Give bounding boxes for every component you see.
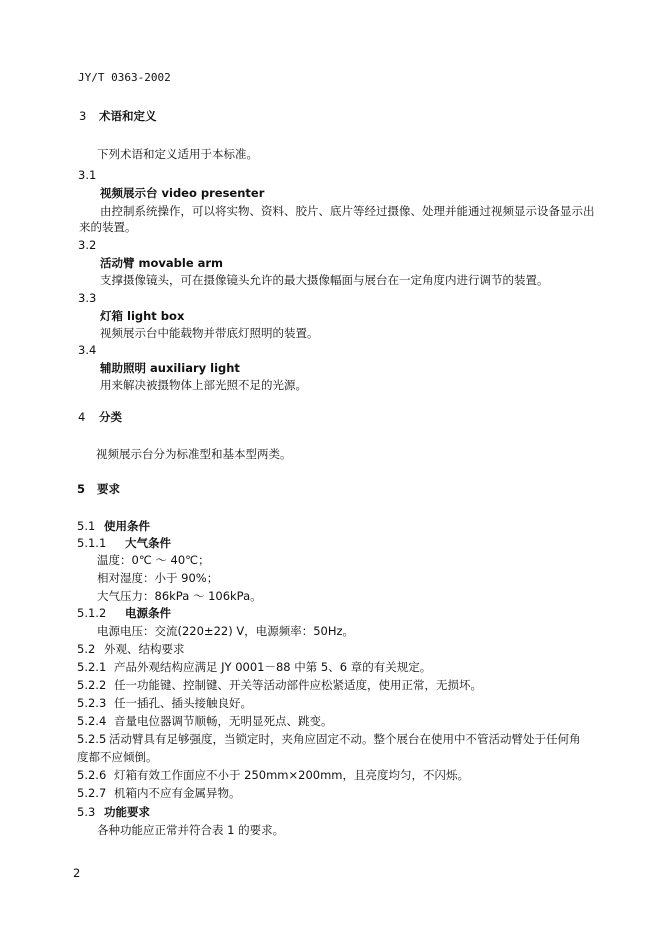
term-3-3-number: 3.3 <box>78 291 97 305</box>
clause-5-2-5-text: 活动臂具有足够强度，当锁定时，夹角应固定不动。整个展台在使用中不管活动臂处于任何角 <box>109 732 581 746</box>
page-number: 2 <box>73 866 81 880</box>
document-code: JY/T 0363-2002 <box>78 71 171 84</box>
section-3-intro: 下列术语和定义适用于本标准。 <box>97 147 258 161</box>
term-3-2-name: 活动臂 movable arm <box>100 256 224 270</box>
term-3-2-definition: 支撑摄像镜头，可在摄像镜头允许的最大摄像幅面与展台在一定角度内进行调节的装置。 <box>100 273 549 287</box>
clause-5-3-number: 5.3 <box>77 805 96 819</box>
clause-5-2-3-number: 5.2.3 <box>77 696 107 710</box>
pressure-line: 大气压力：86kPa ～ 106kPa。 <box>97 589 262 603</box>
clause-5-2-5-text-cont: 度都不应倾倒。 <box>77 750 158 764</box>
clause-5-2-6-text: 灯箱有效工作面应不小于 250mm×200mm，且亮度均匀，不闪烁。 <box>114 768 469 782</box>
section-4-body: 视频展示台分为标准型和基本型两类。 <box>96 447 292 461</box>
term-3-3-name: 灯箱 light box <box>100 309 185 323</box>
clause-5-1-number: 5.1 <box>77 519 96 533</box>
section-3-title: 术语和定义 <box>99 109 157 123</box>
section-3-number: 3 <box>79 109 87 123</box>
term-3-1-definition: 由控制系统操作，可以将实物、资料、胶片、底片等经过摄像、处理并能通过视频显示设备显示出 <box>100 204 595 218</box>
term-3-4-number: 3.4 <box>78 343 97 357</box>
clause-5-2-number: 5.2 <box>77 642 96 656</box>
clause-5-2-1-text: 产品外观结构应满足 JY 0001－88 中第 5、6 章的有关规定。 <box>114 660 432 674</box>
temperature-line: 温度：0℃ ～ 40℃； <box>97 553 210 567</box>
term-3-1-number: 3.1 <box>78 168 97 182</box>
clause-5-2-title: 外观、结构要求 <box>104 642 185 656</box>
clause-5-2-3-text: 任一插孔、插头接触良好。 <box>114 696 252 710</box>
section-5-title: 要求 <box>97 482 120 496</box>
clause-5-2-1-number: 5.2.1 <box>77 660 107 674</box>
clause-5-2-6-number: 5.2.6 <box>77 768 107 782</box>
clause-5-3-title: 功能要求 <box>104 805 150 819</box>
clause-5-1-2-title: 电源条件 <box>125 606 171 620</box>
clause-5-2-7-number: 5.2.7 <box>77 786 107 800</box>
clause-5-2-4-number: 5.2.4 <box>77 714 107 728</box>
term-3-4-name: 辅助照明 auxiliary light <box>100 361 240 375</box>
clause-5-2-2-text: 任一功能键、控制键、开关等活动部件应松紧适度，使用正常，无损坏。 <box>114 678 482 692</box>
clause-5-2-7-text: 机箱内不应有金属异物。 <box>114 786 241 800</box>
clause-5-1-2-number: 5.1.2 <box>77 606 107 620</box>
term-3-4-definition: 用来解决被摄物体上部光照不足的光源。 <box>100 378 307 392</box>
term-3-1-definition-cont: 来的装置。 <box>79 220 137 234</box>
power-supply-line: 电源电压：交流(220±22) V，电源频率：50Hz。 <box>97 624 355 638</box>
humidity-line: 相对湿度：小于 90%； <box>97 571 219 585</box>
clause-5-2-2-number: 5.2.2 <box>77 678 107 692</box>
clause-5-2-4-text: 音量电位器调节顺畅，无明显死点、跳变。 <box>114 714 333 728</box>
clause-5-1-1-number: 5.1.1 <box>77 536 107 550</box>
section-4-number: 4 <box>78 410 86 424</box>
clause-5-1-1-title: 大气条件 <box>125 536 171 550</box>
clause-5-2-5-number: 5.2.5 <box>77 732 107 746</box>
clause-5-1-title: 使用条件 <box>104 519 150 533</box>
section-5-number: 5 <box>77 482 86 496</box>
clause-5-3-text: 各种功能应正常并符合表 1 的要求。 <box>97 823 285 837</box>
term-3-3-definition: 视频展示台中能载物并带底灯照明的装置。 <box>100 326 319 340</box>
term-3-1-name: 视频展示台 video presenter <box>100 186 265 200</box>
section-4-title: 分类 <box>99 410 122 424</box>
term-3-2-number: 3.2 <box>78 238 97 252</box>
